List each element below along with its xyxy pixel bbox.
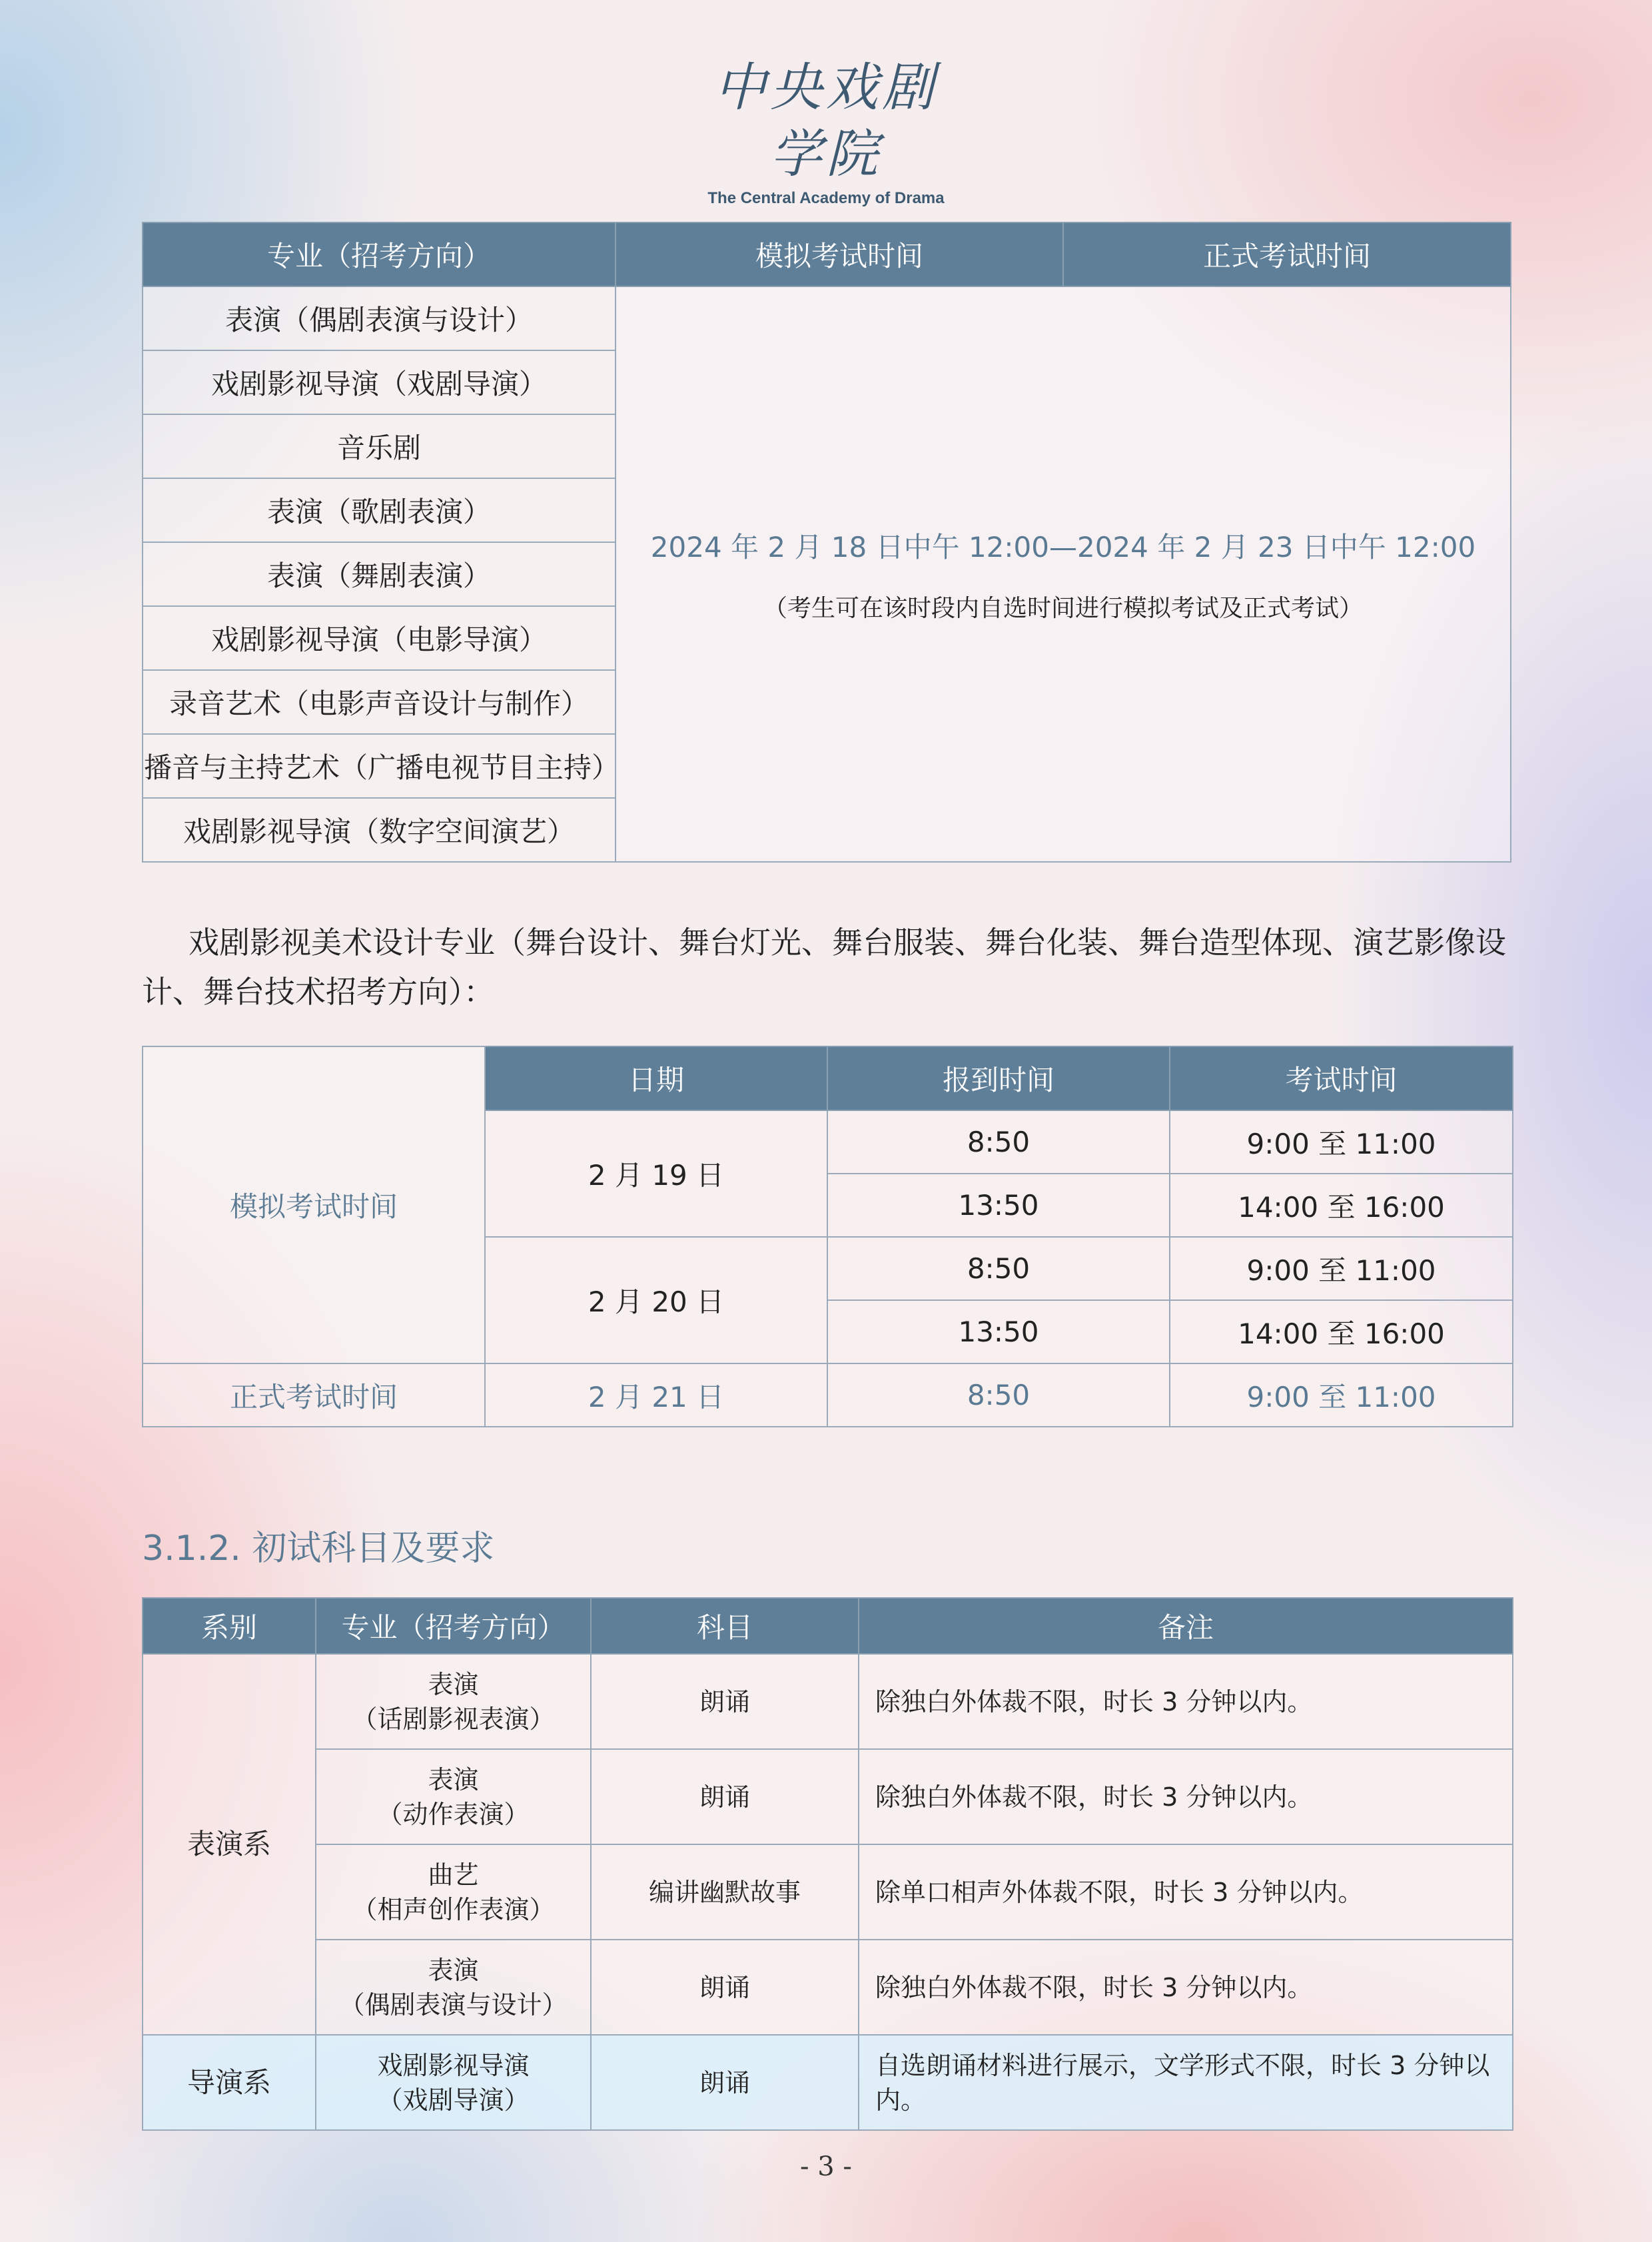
header-note: 备注 — [859, 1598, 1513, 1654]
note-cell: 除单口相声外体裁不限，时长 3 分钟以内。 — [859, 1844, 1513, 1940]
preliminary-subjects-table — [142, 1597, 1513, 2131]
major-cell: 音乐剧 — [143, 414, 616, 478]
exam-time-range: 2024 年 2 月 18 日中午 12:00—2024 年 2 月 23 日中午 12:00 — [650, 530, 1476, 563]
checkin-cell: 8:50 — [827, 1110, 1170, 1174]
formal-exam-time-cell: 9:00 至 11:00 — [1170, 1363, 1513, 1427]
major-cell: 表演（歌剧表演） — [143, 478, 616, 542]
academy-logo — [693, 55, 959, 208]
formal-exam-label: 正式考试时间 — [143, 1363, 485, 1427]
major-cell: 戏剧影视导演（戏剧导演） — [143, 350, 616, 414]
subject-cell: 编讲幽默故事 — [591, 1844, 859, 1940]
subject-cell: 朗诵 — [591, 2035, 859, 2130]
logo-english-name: The Central Academy of Drama — [707, 189, 945, 207]
major-cell: 播音与主持艺术（广播电视节目主持） — [143, 734, 616, 798]
note-cell: 自选朗诵材料进行展示，文学形式不限，时长 3 分钟以内。 — [859, 2035, 1513, 2130]
major-cell: 戏剧影视导演 （戏剧导演） — [316, 2035, 591, 2130]
note-cell: 除独白外体裁不限，时长 3 分钟以内。 — [859, 1654, 1513, 1749]
header-mock-time: 模拟考试时间 — [616, 222, 1063, 286]
major-cell: 表演（舞剧表演） — [143, 542, 616, 606]
checkin-cell: 13:50 — [827, 1174, 1170, 1237]
subject-cell: 朗诵 — [591, 1749, 859, 1844]
major-cell: 录音艺术（电影声音设计与制作） — [143, 670, 616, 734]
header-formal-time: 正式考试时间 — [1063, 222, 1511, 286]
major-cell: 表演 （偶剧表演与设计） — [316, 1940, 591, 2035]
section-title: 3.1.2. 初试科目及要求 — [142, 1529, 495, 1569]
note-cell: 除独白外体裁不限，时长 3 分钟以内。 — [859, 1749, 1513, 1844]
art-design-schedule-table — [142, 1046, 1513, 1427]
header-date: 日期 — [485, 1046, 827, 1110]
header-checkin: 报到时间 — [827, 1046, 1170, 1110]
department-cell: 导演系 — [143, 2035, 316, 2130]
header-exam-time: 考试时间 — [1170, 1046, 1513, 1110]
formal-checkin-cell: 8:50 — [827, 1363, 1170, 1427]
major-cell: 曲艺 （相声创作表演） — [316, 1844, 591, 1940]
formal-date-cell: 2 月 21 日 — [485, 1363, 827, 1427]
department-cell: 表演系 — [143, 1654, 316, 2035]
header-department: 系别 — [143, 1598, 316, 1654]
exam-time-cell: 14:00 至 16:00 — [1170, 1174, 1513, 1237]
major-cell: 戏剧影视导演（数字空间演艺） — [143, 798, 616, 862]
checkin-cell: 13:50 — [827, 1300, 1170, 1363]
mock-date-cell: 2 月 19 日 — [485, 1110, 827, 1237]
exam-time-range-cell — [616, 286, 1511, 862]
page-number: - 3 - — [800, 2151, 852, 2182]
header-major: 专业（招考方向） — [143, 222, 616, 286]
checkin-cell: 8:50 — [827, 1237, 1170, 1300]
logo-chinese-name: 中央戏剧学院 — [713, 58, 938, 185]
major-cell: 表演（偶剧表演与设计） — [143, 286, 616, 350]
note-cell: 除独白外体裁不限，时长 3 分钟以内。 — [859, 1940, 1513, 2035]
exam-time-cell: 9:00 至 11:00 — [1170, 1110, 1513, 1174]
exam-time-note: （考生可在该时段内自选时间进行模拟考试及正式考试） — [763, 594, 1363, 622]
header-subject: 科目 — [591, 1598, 859, 1654]
art-design-paragraph: 戏剧影视美术设计专业（舞台设计、舞台灯光、舞台服装、舞台化装、舞台造型体现、演艺影像设计、舞台技术招考方向）： — [142, 925, 1506, 1010]
exam-schedule-table — [142, 222, 1511, 863]
subject-cell: 朗诵 — [591, 1654, 859, 1749]
header-major: 专业（招考方向） — [316, 1598, 591, 1654]
subject-cell: 朗诵 — [591, 1940, 859, 2035]
mock-exam-label: 模拟考试时间 — [143, 1046, 485, 1363]
major-cell: 表演 （动作表演） — [316, 1749, 591, 1844]
exam-time-cell: 9:00 至 11:00 — [1170, 1237, 1513, 1300]
exam-time-cell: 14:00 至 16:00 — [1170, 1300, 1513, 1363]
major-cell: 表演 （话剧影视表演） — [316, 1654, 591, 1749]
major-cell: 戏剧影视导演（电影导演） — [143, 606, 616, 670]
mock-date-cell: 2 月 20 日 — [485, 1237, 827, 1363]
